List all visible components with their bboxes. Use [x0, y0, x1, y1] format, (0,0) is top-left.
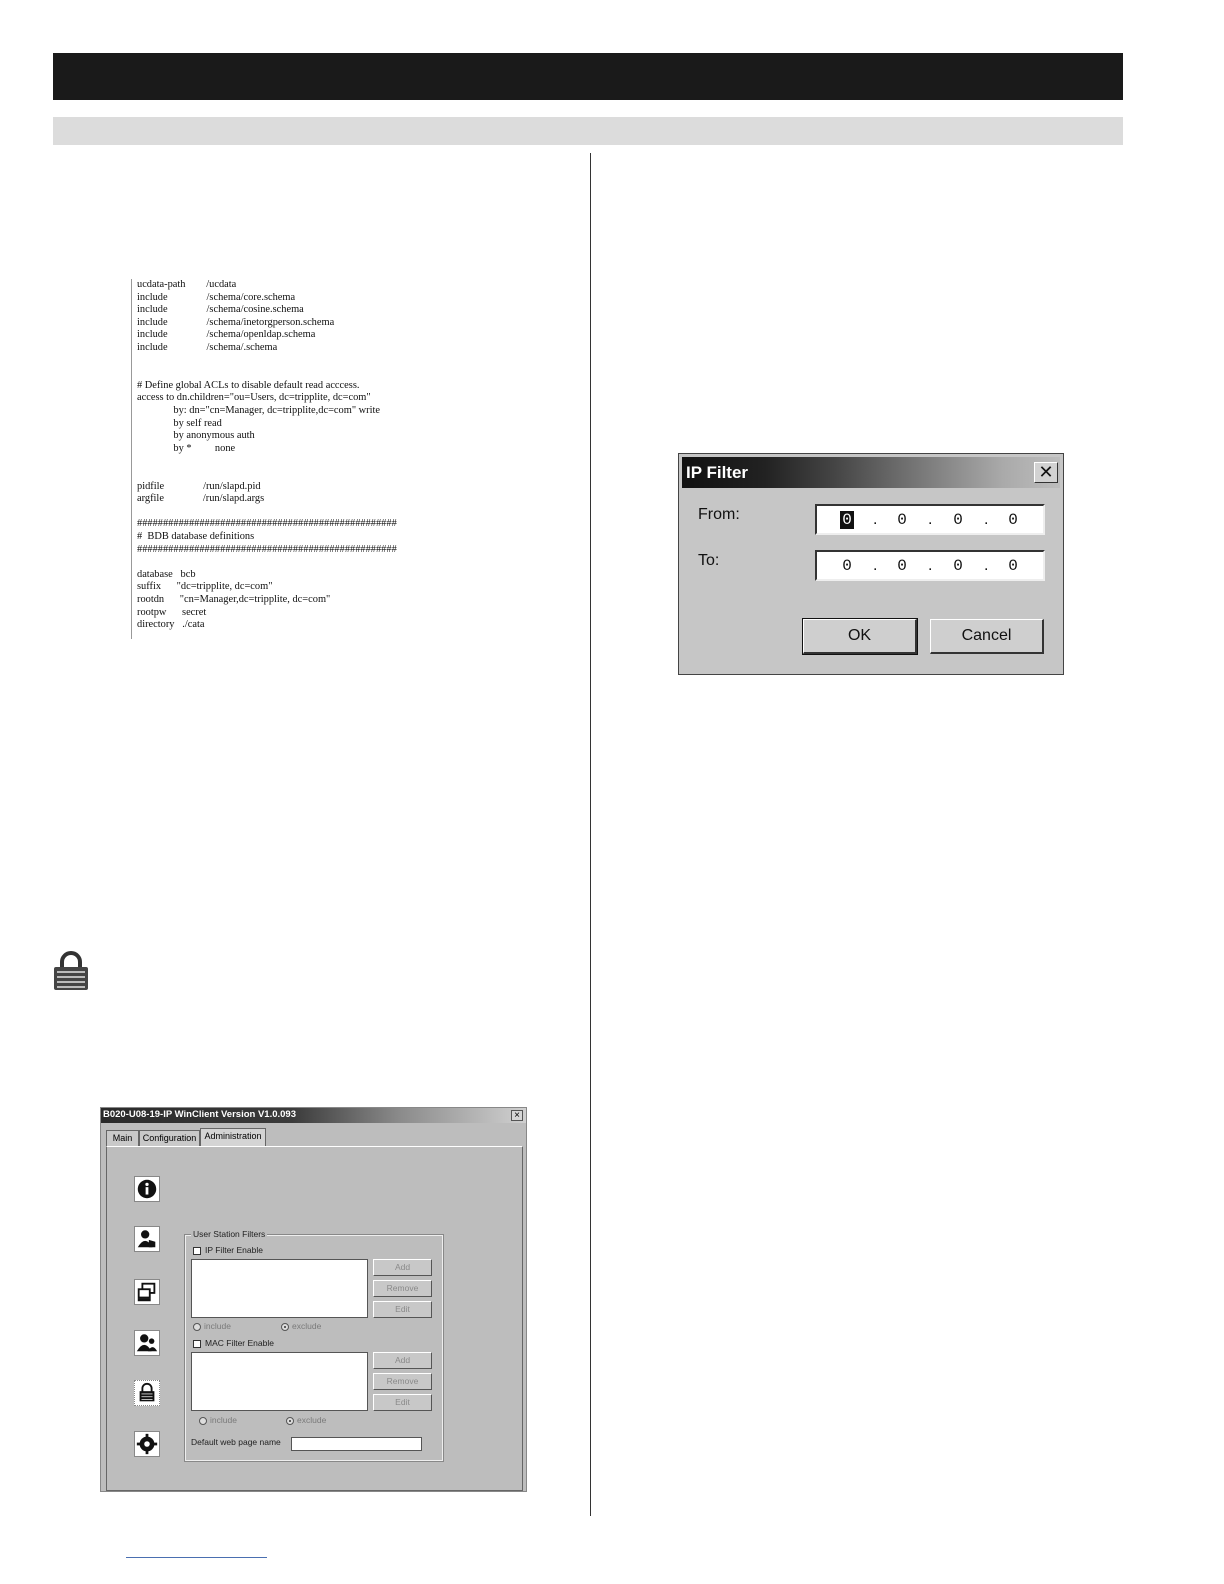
winclient-window	[100, 1107, 527, 1492]
computer-icon[interactable]	[134, 1279, 160, 1305]
config-line: pidfile /run/slapd.pid	[137, 480, 261, 492]
mac-edit-button[interactable]: Edit	[373, 1394, 432, 1411]
config-line: argfile /run/slapd.args	[137, 493, 265, 505]
from-ip-field[interactable]	[815, 504, 1045, 535]
footer-link-underline	[126, 1557, 267, 1558]
from-octet-4[interactable]: 0	[1008, 511, 1018, 529]
config-line: access to dn.children="ou=Users, dc=tripplite, dc=com"	[137, 392, 371, 404]
winclient-title: B020-U08-19-IP WinClient Version V1.0.093	[103, 1109, 296, 1120]
user-icon[interactable]	[134, 1226, 160, 1252]
mac-include-label: include	[210, 1415, 237, 1425]
config-line: include /schema/openldap.schema	[137, 329, 316, 341]
to-ip-field[interactable]	[815, 550, 1045, 581]
config-line: by anonymous auth	[137, 430, 255, 442]
default-web-page-name-input[interactable]	[291, 1437, 422, 1451]
config-line: by self read	[137, 417, 222, 429]
octet-separator: .	[873, 557, 878, 574]
from-label: From:	[698, 506, 740, 523]
config-line: include /schema/core.schema	[137, 291, 296, 303]
config-line: # BDB database definitions	[137, 531, 255, 542]
page-subheader-bar	[53, 117, 1123, 145]
mac-filter-enable-checkbox[interactable]	[193, 1340, 201, 1348]
ip-filter-title: IP Filter	[686, 463, 749, 482]
lock-icon[interactable]	[134, 1380, 160, 1406]
cancel-button[interactable]: Cancel	[930, 619, 1044, 654]
octet-separator: .	[984, 557, 989, 574]
to-octet-1[interactable]: 0	[842, 557, 852, 575]
config-line: ##################################################	[137, 518, 397, 530]
octet-separator: .	[928, 557, 933, 574]
to-octet-4[interactable]: 0	[1008, 557, 1018, 575]
users-icon[interactable]	[134, 1330, 160, 1356]
ip-add-button[interactable]: Add	[373, 1259, 432, 1276]
tab-main[interactable]: Main	[106, 1130, 139, 1146]
mac-exclude-label: exclude	[297, 1415, 327, 1425]
lock-icon	[53, 951, 89, 991]
ip-filter-enable-label: IP Filter Enable	[205, 1245, 263, 1255]
administration-panel	[106, 1146, 523, 1491]
config-line: database bcb	[137, 568, 196, 580]
page-header-bar	[53, 53, 1123, 100]
config-line: by * none	[137, 442, 236, 454]
ip-filter-dialog	[678, 453, 1064, 675]
config-line: rootpw secret	[137, 606, 207, 618]
mac-filter-list[interactable]	[191, 1352, 368, 1411]
to-octet-2[interactable]: 0	[897, 557, 907, 575]
octet-separator: .	[984, 511, 989, 528]
mac-include-radio[interactable]	[199, 1417, 207, 1425]
ip-filter-enable-checkbox[interactable]	[193, 1247, 201, 1255]
ip-include-label: include	[204, 1321, 231, 1331]
ip-edit-button[interactable]: Edit	[373, 1301, 432, 1318]
config-line: # Define global ACLs to disable default read acccess.	[137, 379, 360, 391]
config-line: rootdn "cn=Manager,dc=tripplite, dc=com"	[137, 594, 331, 605]
to-octet-3[interactable]: 0	[953, 557, 963, 575]
to-label: To:	[698, 552, 720, 569]
ip-exclude-label: exclude	[292, 1321, 322, 1331]
gear-icon[interactable]	[134, 1431, 160, 1457]
mac-remove-button[interactable]: Remove	[373, 1373, 432, 1390]
close-icon[interactable]: ✕	[1034, 462, 1058, 483]
config-line: include /schema/.schema	[137, 342, 278, 353]
ip-filter-titlebar	[682, 457, 1060, 488]
ip-include-radio[interactable]	[193, 1323, 201, 1331]
tab-administration[interactable]: Administration	[200, 1128, 266, 1147]
ip-filter-list[interactable]	[191, 1259, 368, 1318]
column-divider	[590, 153, 591, 1516]
group-title: User Station Filters	[193, 1229, 266, 1239]
from-octet-3[interactable]: 0	[953, 511, 963, 529]
config-line: ucdata-path /ucdata	[137, 279, 237, 290]
slapd-config-listing	[131, 279, 462, 639]
winclient-titlebar	[101, 1108, 526, 1123]
config-line: ##################################################	[137, 543, 397, 555]
ip-exclude-radio[interactable]	[281, 1323, 289, 1331]
close-icon[interactable]: ×	[511, 1110, 523, 1121]
from-octet-2[interactable]: 0	[897, 511, 907, 529]
config-line: suffix "dc=tripplite, dc=com"	[137, 581, 273, 593]
ip-remove-button[interactable]: Remove	[373, 1280, 432, 1297]
config-line: by: dn="cn=Manager, dc=tripplite,dc=com" write	[137, 405, 381, 416]
info-icon[interactable]	[134, 1176, 160, 1202]
default-web-page-name-label: Default web page name	[191, 1437, 281, 1447]
octet-separator: .	[928, 511, 933, 528]
ok-button[interactable]: OK	[803, 619, 917, 654]
mac-add-button[interactable]: Add	[373, 1352, 432, 1369]
mac-filter-enable-label: MAC Filter Enable	[205, 1338, 274, 1348]
from-octet-1[interactable]: 0	[840, 511, 854, 529]
config-line: include /schema/inetorgperson.schema	[137, 316, 335, 328]
mac-exclude-radio[interactable]	[286, 1417, 294, 1425]
octet-separator: .	[873, 511, 878, 528]
tab-configuration[interactable]: Configuration	[139, 1130, 200, 1146]
config-line: directory ./cata	[137, 619, 205, 631]
config-line: include /schema/cosine.schema	[137, 304, 304, 316]
